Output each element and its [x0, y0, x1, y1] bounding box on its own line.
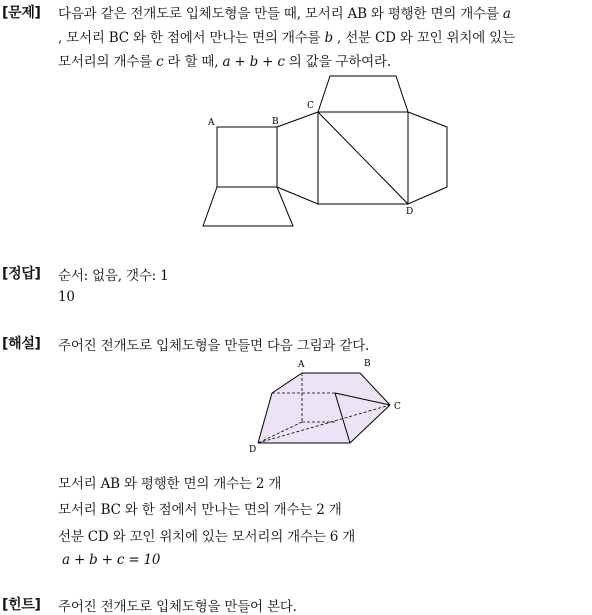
problem-line-2: [58, 26, 515, 46]
explanation-equation: a + b + c = 10: [62, 552, 161, 568]
answer-line-1: 순서: 없음, 갯수: 1: [58, 268, 169, 284]
net-top-trapezoid: [318, 76, 408, 112]
problem-line-1-text: 다음과 같은 전개도로 입체도형을 만들 때, 모서리 AB 와 평행한 면의 개수를: [58, 6, 499, 22]
net-right-trapezoid: [408, 112, 447, 204]
solid-label-a: A: [298, 360, 305, 370]
hint-tag: [힌트]: [2, 597, 41, 613]
net-bottom-trapezoid: [203, 187, 293, 226]
answer-value: 10: [58, 289, 75, 305]
net-left-connector: [277, 112, 318, 204]
problem-var-c: c: [156, 54, 164, 70]
problem-line-3-post: 의 값을 구하여라.: [288, 54, 391, 70]
problem-line-2-post: , 선분 CD 와 꼬인 위치에 있는: [337, 30, 515, 46]
net-label-c: C: [307, 101, 314, 111]
explanation-line-1: 모서리 AB 와 평행한 면의 개수는 2 개: [58, 476, 282, 492]
solid-label-b: B: [364, 359, 371, 369]
problem-line-3: [58, 50, 391, 70]
problem-var-a: a: [502, 6, 511, 22]
explanation-intro: 주어진 전개도로 입체도형을 만들면 다음 그림과 같다.: [58, 338, 370, 354]
problem-expression: a + b + c: [222, 54, 285, 70]
explanation-line-2: 모서리 BC 와 한 점에서 만나는 면의 개수는 2 개: [58, 502, 342, 518]
net-square-face: [217, 127, 277, 187]
net-label-a: A: [208, 118, 215, 128]
explanation-tag: [해설]: [2, 336, 41, 352]
problem-line-3-mid: 라 할 때,: [167, 54, 219, 70]
net-label-d: D: [406, 207, 414, 217]
problem-line-1: [58, 2, 511, 22]
solid-label-c: C: [394, 402, 401, 412]
hint-text: 주어진 전개도로 입체도형을 만들어 본다.: [58, 599, 297, 615]
problem-line-2-pre: , 모서리 BC 와 한 점에서 만나는 면의 개수를: [58, 30, 321, 46]
problem-line-3-pre: 모서리의 개수를: [58, 54, 152, 70]
problem-var-b: b: [324, 30, 333, 46]
net-label-b: B: [272, 117, 279, 127]
net-diagram: [195, 70, 460, 235]
problem-tag: [문제]: [2, 5, 41, 21]
solid-diagram: [240, 355, 410, 455]
solid-label-d: D: [249, 445, 257, 455]
answer-tag: [정답]: [2, 266, 41, 282]
net-diagonal-cd: [318, 112, 408, 204]
explanation-line-3: 선분 CD 와 꼬인 위치에 있는 모서리의 개수는 6 개: [58, 529, 356, 545]
